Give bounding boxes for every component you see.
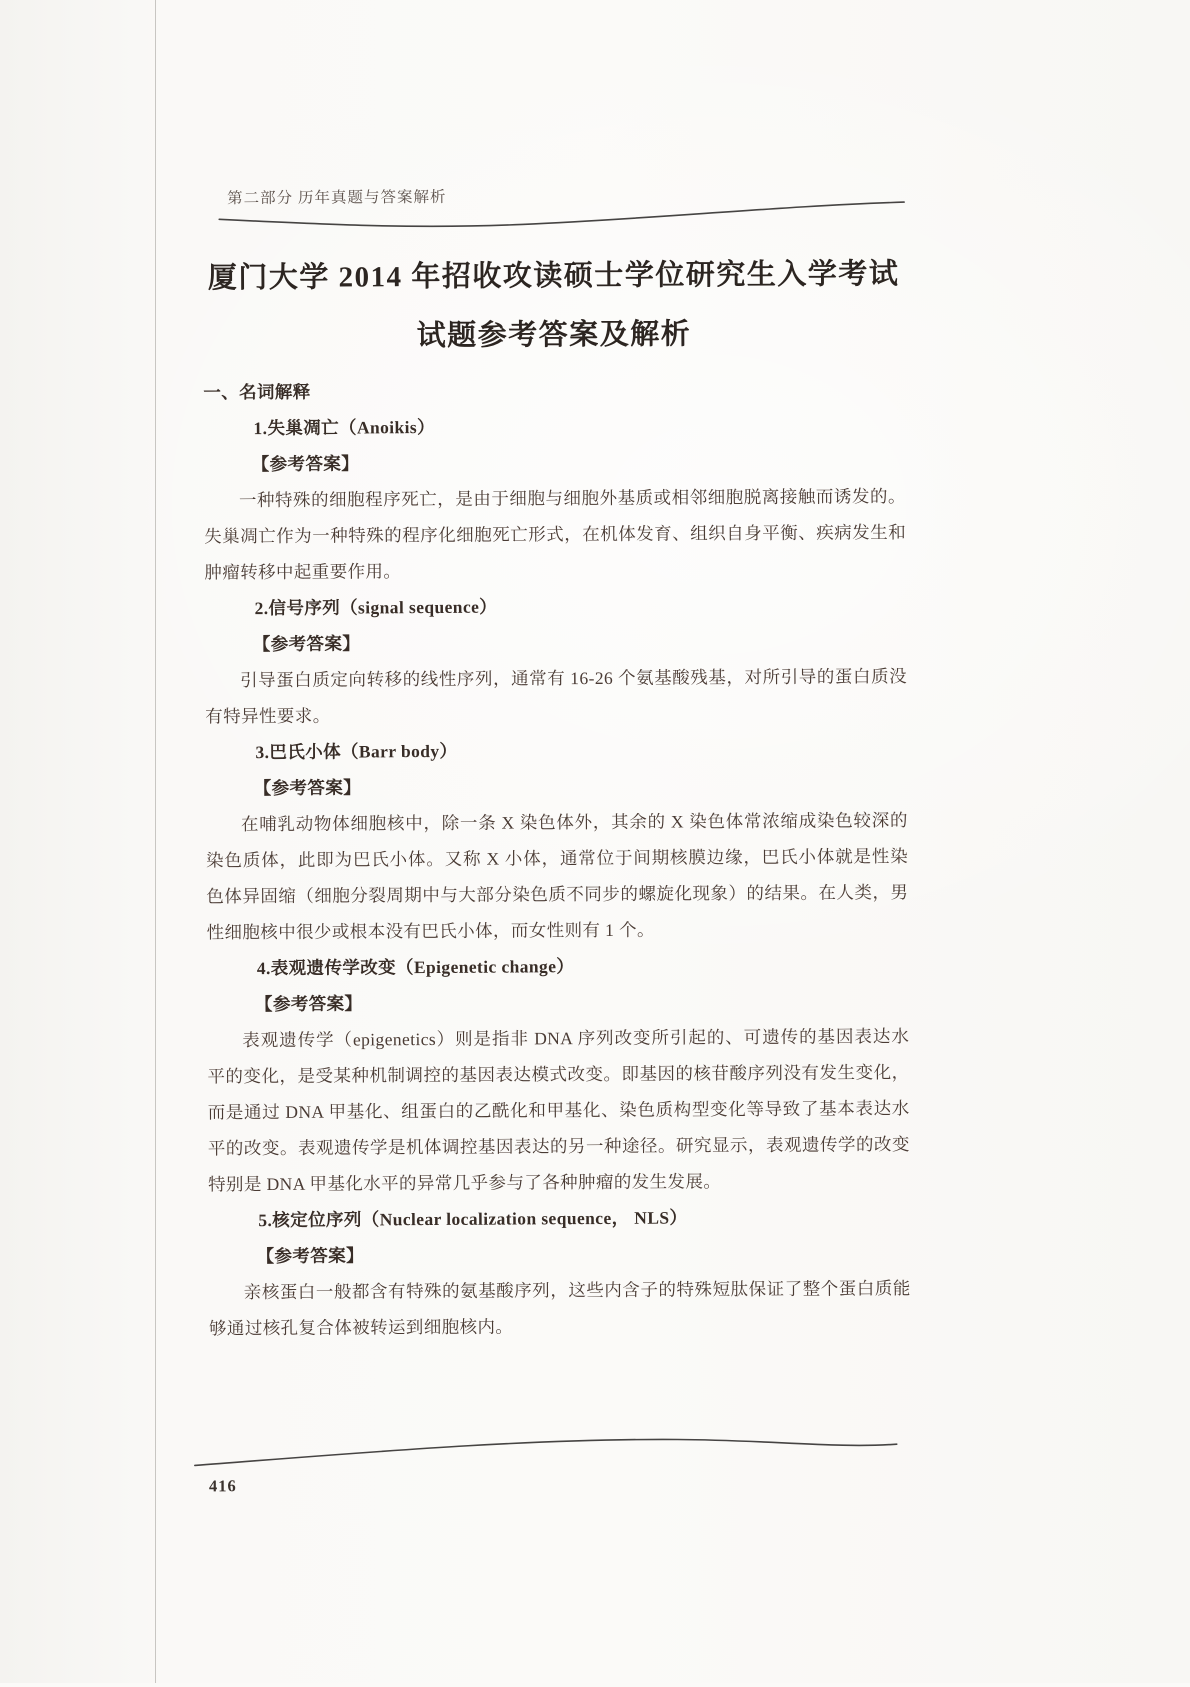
answer-label: 【参考答案】 [254,993,363,1015]
answer-label: 【参考答案】 [256,1245,365,1267]
page-title [202,245,905,367]
term-block-1 [203,406,906,590]
term-block-4 [207,946,911,1202]
term-heading: 1.失巢凋亡（Anoikis） [253,416,436,439]
answer-paragraph: 一种特殊的细胞程序死亡，是由于细胞与细胞外基质或相邻细胞脱离接触而诱发的。失巢凋亡作为一种特殊的程序化细胞死亡形式，在机体发育、组织自身平衡、疾病发生和肿瘤转移中起重要作用。 [204,486,907,583]
title-line-1: 厦门大学 2014 年招收攻读硕士学位研究生入学考试 [207,258,900,295]
answer-paragraph: 在哺乳动物体细胞核中，除一条 X 染色体外，其余的 X 染色体常浓缩成染色较深的染色质体，此即为巴氏小体。又称 X 小体，通常位于间期核膜边缘，巴氏小体就是性染色体异固缩（细胞分裂周期中与大部分染色质不同步的螺旋化现象）的结果。在人类，男性细胞核中很少或根本没有巴氏小体，而女性则有 1 个。 [206,810,909,943]
term-heading: 4.表观遗传学改变（Epigenetic change） [256,956,575,979]
answer-label: 【参考答案】 [253,777,362,799]
footer-rule [193,1428,901,1474]
page-number: 416 [208,1476,237,1496]
term-heading: 3.巴氏小体（Barr body） [255,740,458,763]
term-block-2 [204,586,907,734]
document-content [203,370,911,1346]
answer-paragraph: 亲核蛋白一般都含有特殊的氨基酸序列，这些内含子的特殊短肽保证了整个蛋白质能够通过核孔复合体被转运到细胞核内。 [208,1278,911,1339]
term-block-5 [208,1198,911,1346]
answer-paragraph: 表观遗传学（epigenetics）则是指非 DNA 序列改变所引起的、可遗传的基因表达水平的变化，是受某种机制调控的基因表达模式改变。即基因的核苷酸序列没有发生变化，而是通过 DNA 甲基化、组蛋白的乙酰化和甲基化、染色质构型变化等导致了基本表达水平的改变。表观遗传学是机体调控基因表达的另一种途径。研究显示，表观遗传学的改变特别是 DNA 甲基化水平的异常几乎参与了各种肿瘤的发生发展。 [207,1026,910,1195]
answer-paragraph: 引导蛋白质定向转移的线性序列，通常有 16-26 个氨基酸残基，对所引导的蛋白质没有特异性要求。 [205,666,908,727]
answer-label: 【参考答案】 [251,453,360,475]
header-rule [217,194,907,236]
breadcrumb: 第二部分 历年真题与答案解析 [227,188,447,208]
term-heading: 2.信号序列（signal sequence） [254,596,498,619]
section-heading: 一、名词解释 [203,381,311,403]
answer-label: 【参考答案】 [252,633,361,655]
title-line-2: 试题参考答案及解析 [416,318,692,353]
term-block-3 [205,730,908,950]
term-heading: 5.核定位序列（Nuclear localization sequence， NLS） [258,1207,688,1231]
